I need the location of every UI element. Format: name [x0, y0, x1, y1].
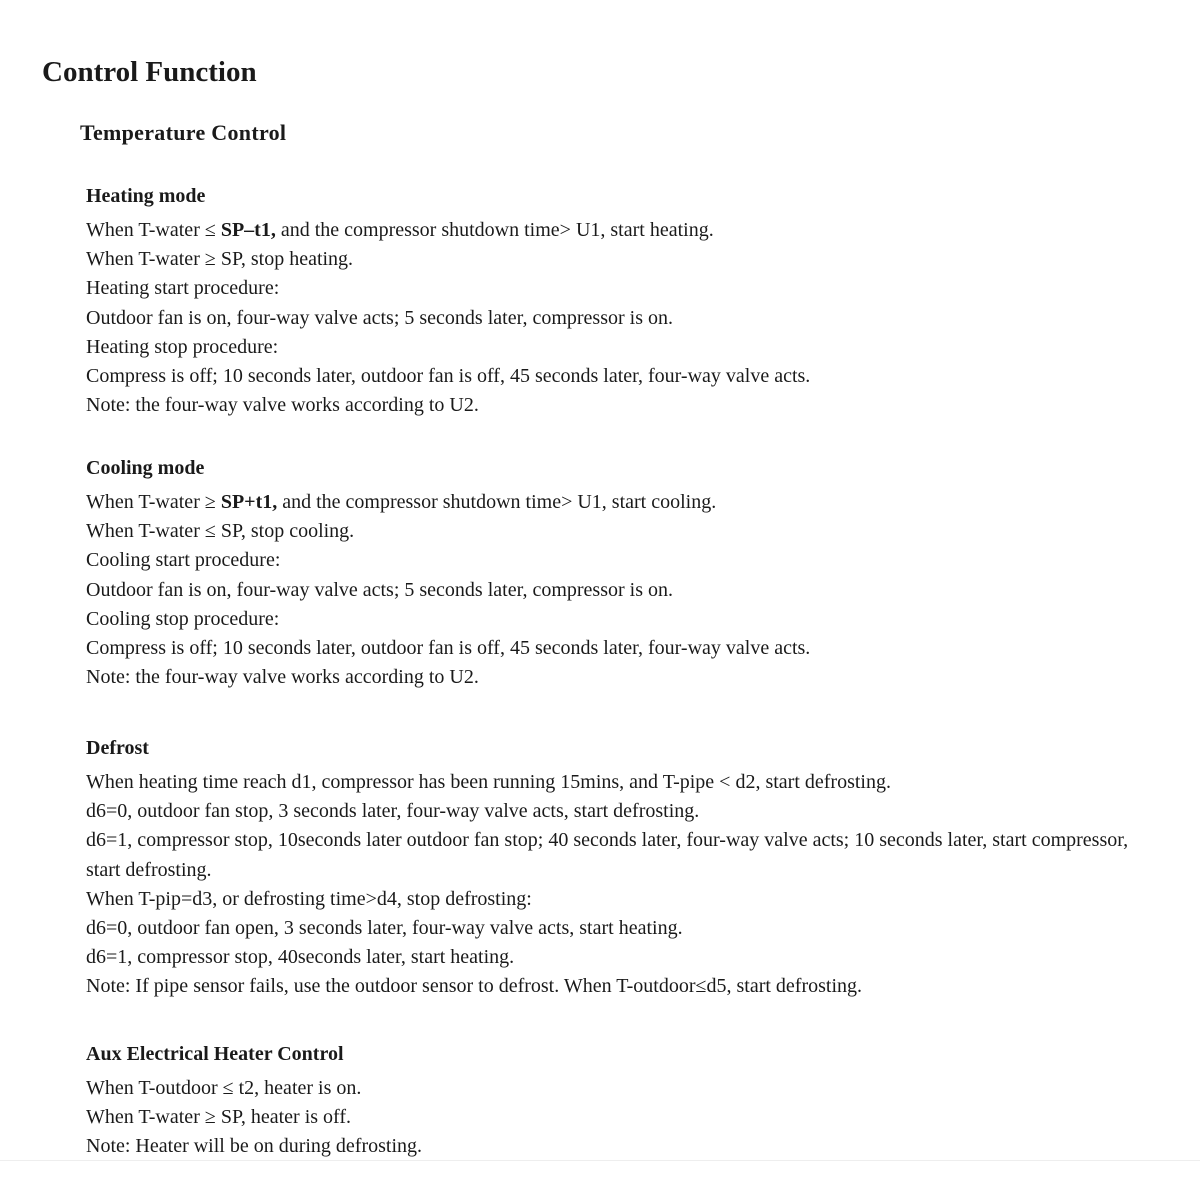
aux-heater-section	[86, 1041, 1166, 1162]
heater-on-condition: When T-outdoor ≤ t2, heater is on.	[86, 1077, 362, 1099]
defrost-d6-0-stop: d6=0, outdoor fan open, 3 seconds later, four-way valve acts, start heating.	[86, 917, 683, 940]
defrost-section	[86, 735, 1166, 1002]
heating-stop-procedure-label: Heating stop procedure:	[86, 335, 279, 358]
defrost-d6-0-start: d6=0, outdoor fan stop, 3 seconds later, four-way valve acts, start defrosting.	[86, 800, 700, 823]
section-title: Temperature Control	[80, 120, 287, 145]
cooling-stop-condition: When T-water ≤ SP, stop cooling.	[86, 520, 355, 543]
cooling-mode-section	[86, 455, 1166, 692]
heating-note: Note: the four-way valve works according to U2.	[86, 394, 479, 417]
heater-off-condition: When T-water ≥ SP, heater is off.	[86, 1106, 351, 1129]
document-title: Control Function	[42, 56, 257, 88]
setpoint-expression: SP–t1,	[220, 219, 276, 241]
defrost-note: Note: If pipe sensor fails, use the outdoor sensor to defrost. When T-outdoor≤d5, start defrosting.	[86, 975, 863, 998]
heating-stop-procedure: Compress is off; 10 seconds later, outdoor fan is off, 45 seconds later, four-way valve acts.	[86, 365, 811, 388]
defrost-d6-1-start: d6=1, compressor stop, 10seconds later outdoor fan stop; 40 seconds later, four-way valve acts; 10 seconds later, start compressor, start defrosting.	[86, 829, 1129, 881]
heating-mode-heading: Heating mode	[86, 185, 206, 207]
text-run: When T-water ≤	[86, 219, 221, 241]
heating-start-procedure: Outdoor fan is on, four-way valve acts; 5 seconds later, compressor is on.	[86, 306, 673, 329]
heater-note: Note: Heater will be on during defrosting.	[86, 1135, 423, 1158]
cooling-stop-procedure: Compress is off; 10 seconds later, outdoor fan is off, 45 seconds later, four-way valve acts.	[86, 637, 811, 660]
heating-start-condition	[86, 216, 1166, 245]
aux-heater-heading: Aux Electrical Heater Control	[86, 1043, 344, 1065]
text-run: When T-water ≥	[86, 491, 221, 513]
text-run: and the compressor shutdown time> U1, start cooling.	[277, 491, 717, 513]
heating-mode-section	[86, 183, 1166, 420]
defrost-d6-1-stop: d6=1, compressor stop, 40seconds later, start heating.	[86, 946, 515, 969]
cooling-mode-heading: Cooling mode	[86, 457, 205, 479]
page-bottom-divider	[0, 1160, 1200, 1161]
cooling-mode-lines	[86, 488, 1166, 692]
cooling-start-procedure-label: Cooling start procedure:	[86, 549, 281, 572]
defrost-start-condition: When heating time reach d1, compressor has been running 15mins, and T-pipe < d2, start defrosting.	[86, 771, 891, 793]
cooling-start-condition	[86, 488, 1166, 517]
defrost-lines	[86, 768, 1166, 1002]
aux-heater-lines	[86, 1074, 1166, 1162]
cooling-note: Note: the four-way valve works according to U2.	[86, 666, 479, 689]
heating-mode-lines	[86, 216, 1166, 420]
text-run: and the compressor shutdown time> U1, start heating.	[275, 219, 714, 241]
cooling-start-procedure: Outdoor fan is on, four-way valve acts; 5 seconds later, compressor is on.	[86, 578, 673, 601]
heating-stop-condition: When T-water ≥ SP, stop heating.	[86, 248, 354, 271]
defrost-heading: Defrost	[86, 737, 149, 759]
heating-start-procedure-label: Heating start procedure:	[86, 277, 280, 300]
cooling-stop-procedure-label: Cooling stop procedure:	[86, 607, 280, 630]
defrost-stop-condition: When T-pip=d3, or defrosting time>d4, stop defrosting:	[86, 887, 532, 910]
setpoint-expression: SP+t1,	[220, 491, 278, 513]
